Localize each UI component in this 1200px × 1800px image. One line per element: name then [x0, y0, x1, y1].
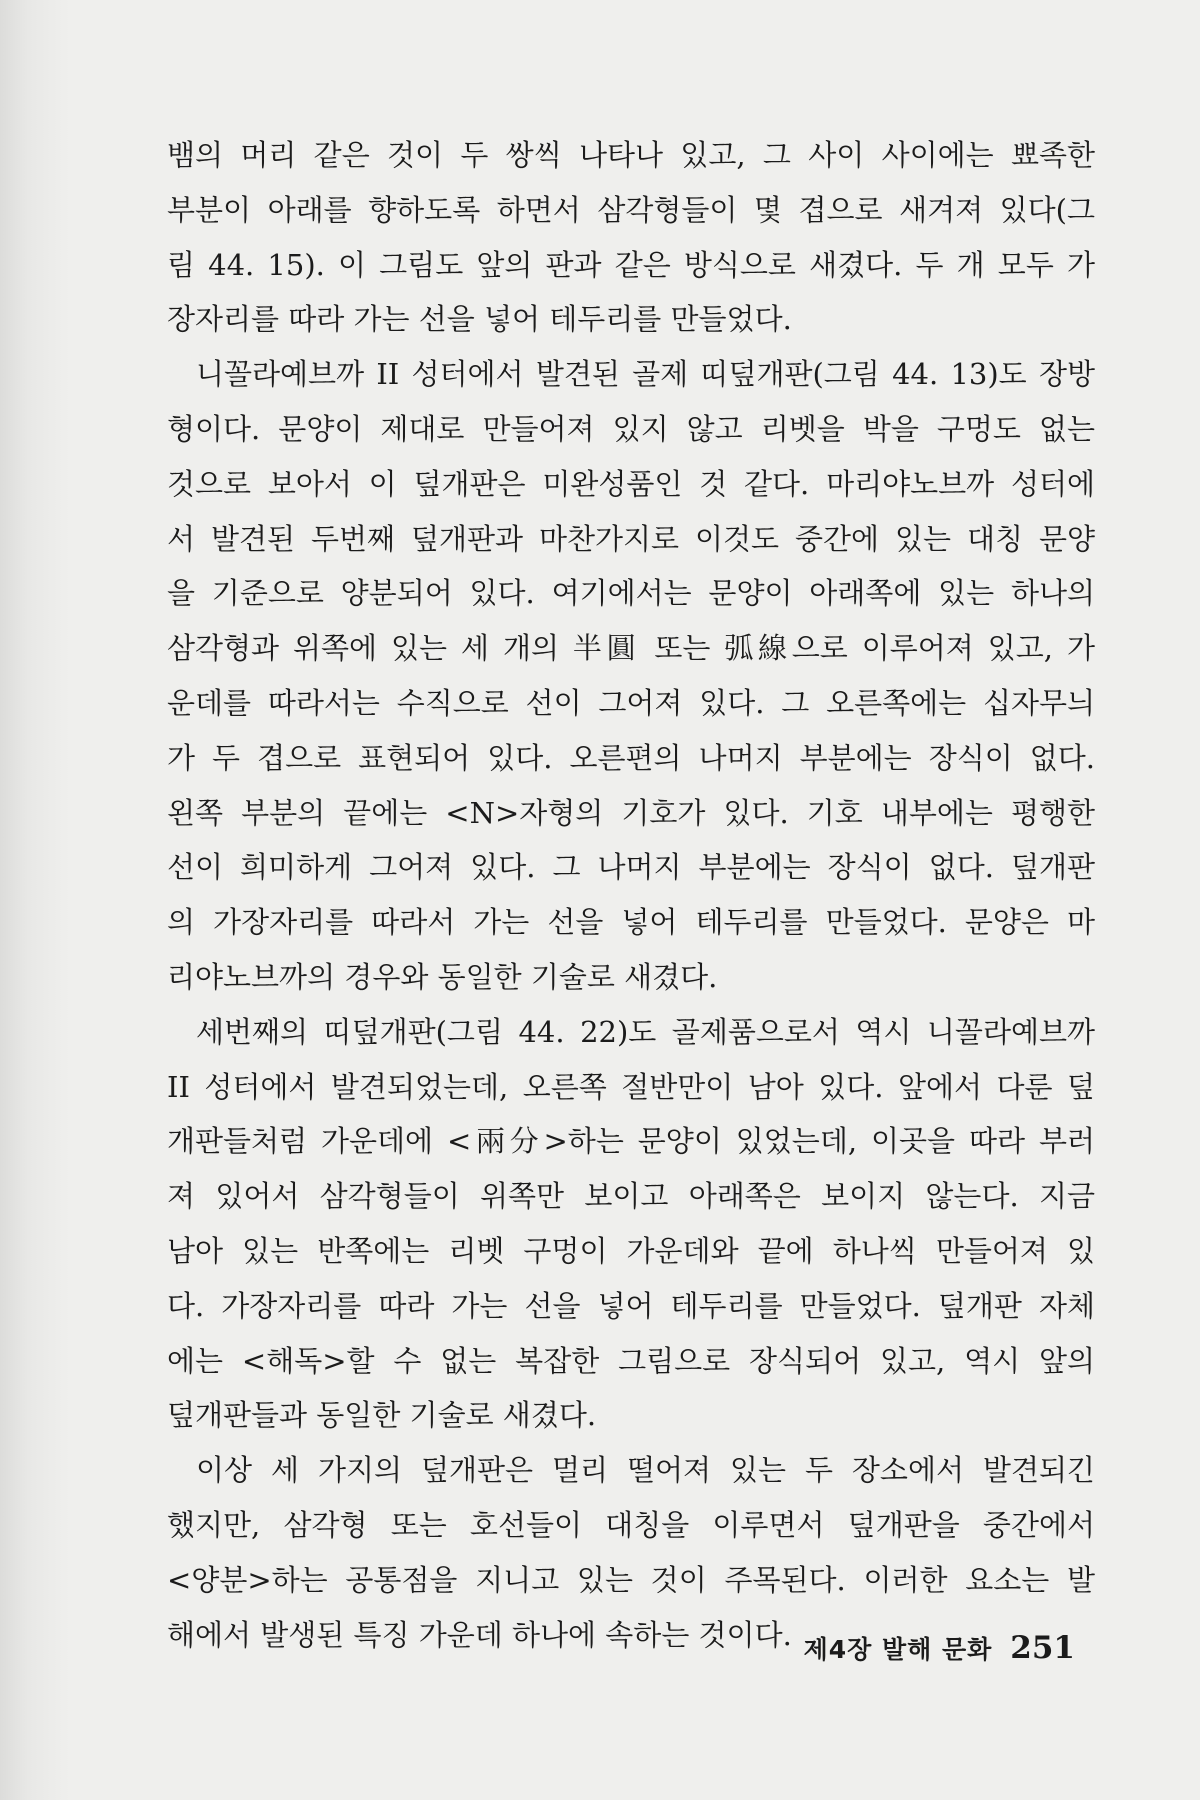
paragraph	[167, 128, 1095, 347]
text-line: 림 44. 15). 이 그림도 앞의 판과 같은 방식으로 새겼다. 두 개 모두 가	[167, 247, 1095, 282]
text-line: II 성터에서 발견되었는데, 오른쪽 절반만이 남아 있다. 앞에서 다룬 덮	[167, 1069, 1095, 1104]
running-footer	[804, 1630, 1075, 1666]
text-line: 뱀의 머리 같은 것이 두 쌍씩 나타나 있고, 그 사이 사이에는 뾰족한	[167, 138, 1095, 172]
text-line: 세번째의 띠덮개판(그림 44. 22)도 골제품으로서 역시 니꼴라예브까	[196, 1014, 1095, 1049]
text-line: 리야노브까의 경우와 동일한 기술로 새겼다.	[167, 959, 718, 994]
text-line: 서 발견된 두번째 덮개판과 마찬가지로 이것도 중간에 있는 대칭 문양	[167, 521, 1095, 556]
text-line: 왼쪽 부분의 끝에는 <N>자형의 기호가 있다. 기호 내부에는 평행한	[167, 795, 1095, 830]
binding-gutter-shadow	[0, 0, 70, 1800]
text-line: 덮개판들과 동일한 기술로 새겼다.	[167, 1398, 597, 1433]
text-line: 부분이 아래를 향하도록 하면서 삼각형들이 몇 겹으로 새겨져 있다(그	[167, 192, 1095, 227]
text-line: 니꼴라예브까 II 성터에서 발견된 골제 띠덮개판(그림 44. 13)도 장방	[196, 357, 1095, 392]
text-line: 져 있어서 삼각형들이 위쪽만 보이고 아래쪽은 보이지 않는다. 지금	[167, 1179, 1095, 1214]
text-line: 의 가장자리를 따라서 가는 선을 넣어 테두리를 만들었다. 문양은 마	[167, 905, 1095, 940]
text-line: 선이 희미하게 그어져 있다. 그 나머지 부분에는 장식이 없다. 덮개판	[167, 850, 1095, 885]
text-line: 형이다. 문양이 제대로 만들어져 있지 않고 리벳을 박을 구멍도 없는	[167, 411, 1095, 446]
text-line: 했지만, 삼각형 또는 호선들이 대칭을 이루면서 덮개판을 중간에서	[167, 1507, 1095, 1542]
text-line: <양분>하는 공통점을 지니고 있는 것이 주목된다. 이러한 요소는 발	[167, 1562, 1095, 1597]
text-line: 삼각형과 위쪽에 있는 세 개의 半圓 또는 弧線으로 이루어져 있고, 가	[167, 631, 1095, 666]
text-line: 이상 세 가지의 덮개판은 멀리 떨어져 있는 두 장소에서 발견되긴	[196, 1453, 1095, 1488]
body-text	[167, 128, 1095, 1662]
text-line: 것으로 보아서 이 덮개판은 미완성품인 것 같다. 마리야노브까 성터에	[167, 466, 1095, 501]
text-line: 남아 있는 반쪽에는 리벳 구멍이 가운데와 끝에 하나씩 만들어져 있	[167, 1233, 1095, 1268]
paragraph	[167, 347, 1095, 1005]
text-line: 가 두 겹으로 표현되어 있다. 오른편의 나머지 부분에는 장식이 없다.	[167, 740, 1095, 775]
text-line: 개판들처럼 가운데에 <兩分>하는 문양이 있었는데, 이곳을 따라 부러	[167, 1124, 1095, 1159]
page-number: 251	[1010, 1630, 1075, 1666]
text-line: 운데를 따라서는 수직으로 선이 그어져 있다. 그 오른쪽에는 십자무늬	[167, 685, 1095, 720]
text-line: 장자리를 따라 가는 선을 넣어 테두리를 만들었다.	[167, 302, 792, 337]
paragraph	[167, 1005, 1095, 1443]
footer-chapter-title: 제4장 발해 문화	[803, 1635, 993, 1664]
text-line: 다. 가장자리를 따라 가는 선을 넣어 테두리를 만들었다. 덮개판 자체	[167, 1288, 1095, 1323]
text-line: 에는 <해독>할 수 없는 복잡한 그림으로 장식되어 있고, 역시 앞의	[167, 1343, 1095, 1378]
text-line: 해에서 발생된 특징 가운데 하나에 속하는 것이다.	[167, 1617, 792, 1652]
text-line: 을 기준으로 양분되어 있다. 여기에서는 문양이 아래쪽에 있는 하나의	[167, 576, 1095, 611]
